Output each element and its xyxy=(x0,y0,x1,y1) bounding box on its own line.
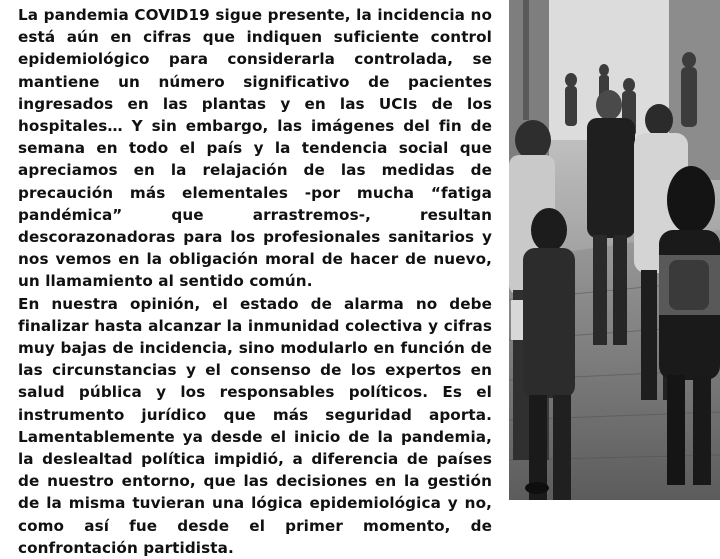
article-paragraph-2: En nuestra opinión, el estado de alarma no debe finalizar hasta alcanzar la inmunidad colectiva y cifras muy bajas de incidencia, sino modularlo en función de las circunstancias y el consenso de los expertos en salud pública y los responsables políticos. Es el instrumento jurídico que más seguridad aporta. Lamentablemente ya desde el inicio de la pandemia, la deslealtad política impidió, a diferencia de países de nuestro entorno, que las decisiones en la gestión de la misma tuvieran una lógica epidemiológica y no, como así fue desde el primer momento, de confrontación partidista. xyxy=(18,294,492,557)
crowd-street-photo xyxy=(509,0,720,500)
article-paragraph-1: La pandemia COVID19 sigue presente, la incidencia no está aún en cifras que indiquen suficiente control epidemiológico para considerarla controlada, se mantiene un número significativo de pacientes ingresados en las plantas y en las UCIs de los hospitales… Y sin embargo, las imágenes del fin de semana en todo el país y la tendencia social que apreciamos en la relajación de las medidas de precaución más elementales -por mucha “fatiga pandémica” que arrastremos-, resultan descorazonadoras para los profesionales sanitarios y nos vemos en la obligación moral de hacer de nuevo, un llamamiento al sentido común. xyxy=(18,6,492,291)
article-body xyxy=(18,4,492,557)
